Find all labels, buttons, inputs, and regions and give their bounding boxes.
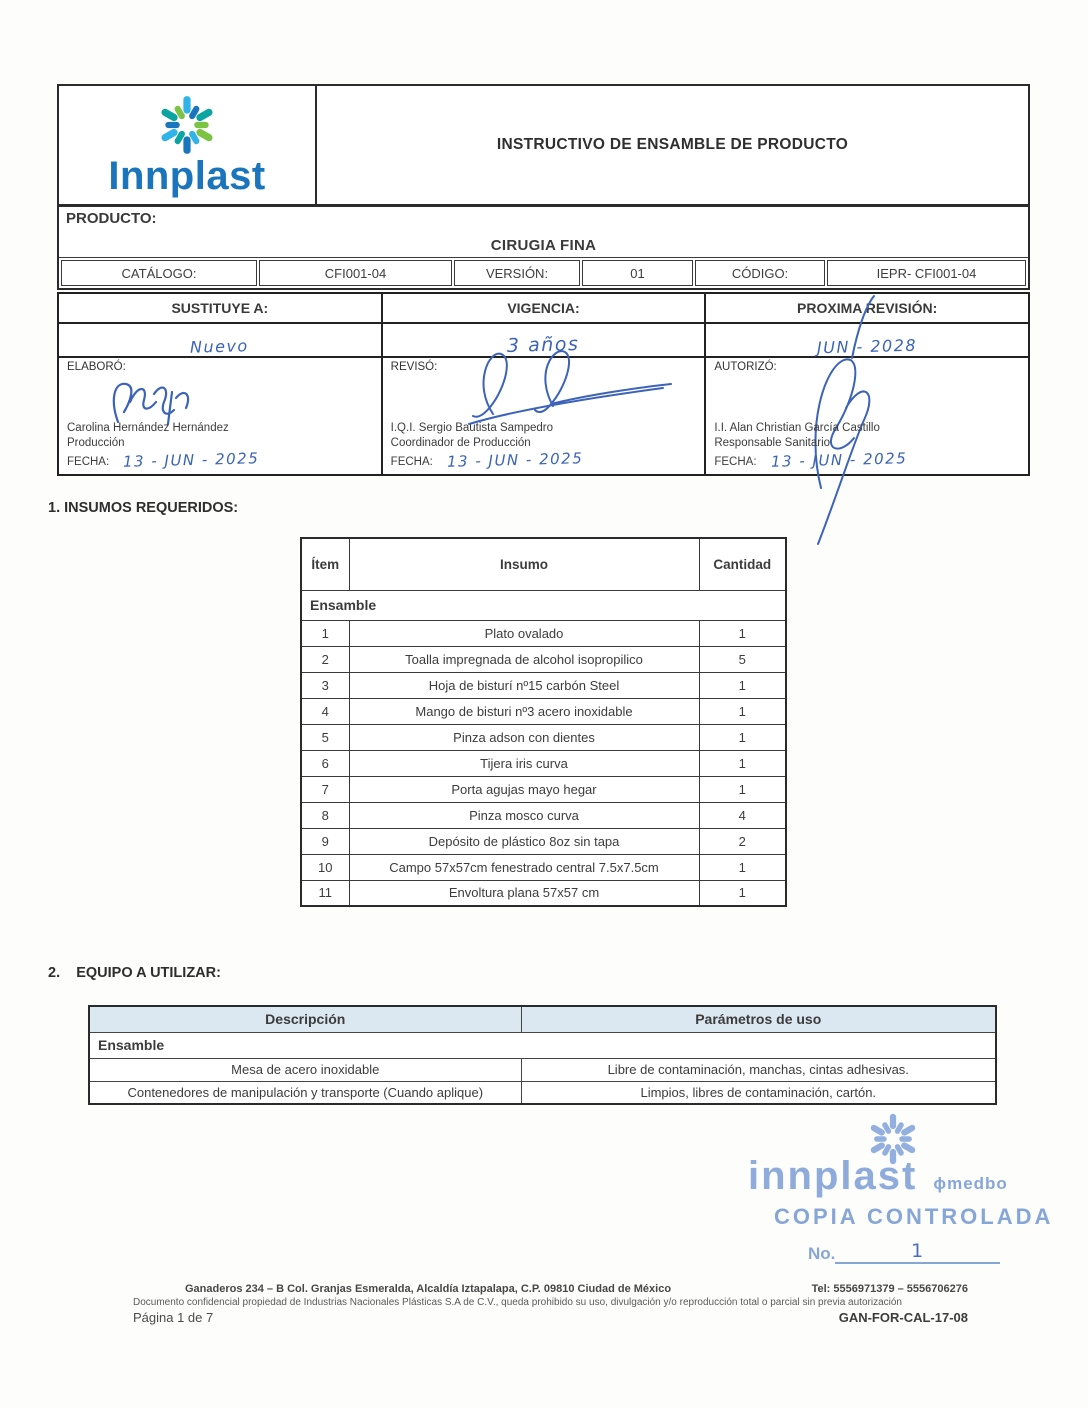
col-descripcion: Descripción <box>89 1006 521 1032</box>
sustituye-value-handwritten: Nuevo <box>190 336 250 357</box>
approval-table <box>57 292 1030 476</box>
cell-insumo: Mango de bisturi nº3 acero inoxidable <box>349 698 699 724</box>
footer-address-line <box>185 1283 968 1295</box>
cell-cantidad: 1 <box>699 880 786 906</box>
autorizo-info <box>714 421 1022 470</box>
code-label: CÓDIGO: <box>695 260 825 286</box>
elaboro-label: ELABORÓ: <box>67 361 126 373</box>
cell-item: 7 <box>301 776 349 802</box>
equipo-group-label: Ensamble <box>89 1032 996 1058</box>
document-code: GAN-FOR-CAL-17-08 <box>838 1310 968 1325</box>
cell-cantidad: 1 <box>699 724 786 750</box>
stamp-no-value-handwritten: 1 <box>911 1240 925 1262</box>
cell-cantidad: 4 <box>699 802 786 828</box>
elaboro-fecha-handwritten: 13 - JUN - 2025 <box>122 448 260 471</box>
vigencia-value-handwritten: 3 años <box>507 333 580 357</box>
cell-descripcion: Mesa de acero inoxidable <box>89 1058 521 1081</box>
reviso-name: I.Q.I. Sergio Bautista Sampedro <box>390 421 554 434</box>
equipo-group-row <box>89 1032 996 1058</box>
equipo-header-row <box>89 1006 996 1032</box>
code-value: IEPR- CFI001-04 <box>827 260 1026 286</box>
cell-item: 8 <box>301 802 349 828</box>
elaboro-title: Producción <box>67 436 125 449</box>
cell-insumo: Pinza adson con dientes <box>349 724 699 750</box>
table-row <box>301 828 786 854</box>
catalog-row <box>59 258 1028 288</box>
table-row <box>301 880 786 906</box>
footer-meta-line <box>133 1310 968 1325</box>
stamp-brand-wordmark: innplast <box>748 1154 918 1198</box>
cell-parametros: Limpios, libres de contaminación, cartón. <box>521 1081 996 1104</box>
document-title: INSTRUCTIVO DE ENSAMBLE DE PRODUCTO <box>496 136 849 153</box>
reviso-fecha-label: FECHA: <box>390 456 433 469</box>
table-row <box>301 854 786 880</box>
page-number: Página 1 de 7 <box>133 1310 214 1325</box>
autorizo-fecha-label: FECHA: <box>714 456 757 469</box>
cell-insumo: Campo 57x57cm fenestrado central 7.5x7.5cm <box>349 854 699 880</box>
cell-insumo: Porta agujas mayo hegar <box>349 776 699 802</box>
table-row <box>301 646 786 672</box>
innplast-snowflake-icon <box>156 94 218 156</box>
cell-item: 9 <box>301 828 349 854</box>
medbo-logo-icon: ϕ <box>933 1174 948 1193</box>
cell-insumo: Plato ovalado <box>349 620 699 646</box>
company-logo <box>59 86 317 204</box>
cell-item: 10 <box>301 854 349 880</box>
col-parametros: Parámetros de uso <box>521 1006 996 1032</box>
elaboro-cell <box>59 358 381 474</box>
cell-insumo: Tijera iris curva <box>349 750 699 776</box>
reviso-title: Coordinador de Producción <box>390 436 531 449</box>
col-item: Ítem <box>301 538 349 590</box>
cell-insumo: Depósito de plástico 8oz sin tapa <box>349 828 699 854</box>
cell-parametros: Libre de contaminación, manchas, cintas adhesivas. <box>521 1058 996 1081</box>
proxima-revision-value-handwritten: JUN - 2028 <box>816 335 918 358</box>
autorizo-fecha-handwritten: 13 - JUN - 2025 <box>770 448 908 471</box>
page-footer <box>0 1283 1088 1325</box>
col-insumo: Insumo <box>349 538 699 590</box>
cell-insumo: Hoja de bisturí nº15 carbón Steel <box>349 672 699 698</box>
document-title-cell <box>317 86 1028 204</box>
cell-insumo: Toalla impregnada de alcohol isopropilico <box>349 646 699 672</box>
table-row <box>301 724 786 750</box>
cell-insumo: Pinza mosco curva <box>349 802 699 828</box>
product-name: CIRUGIA FINA <box>490 237 597 254</box>
cell-item: 4 <box>301 698 349 724</box>
version-value: 01 <box>582 260 693 286</box>
insumos-group-row <box>301 590 786 620</box>
logo-wordmark: Innplast <box>108 154 266 198</box>
cell-item: 2 <box>301 646 349 672</box>
table-row <box>301 620 786 646</box>
section2-heading <box>48 965 221 981</box>
reviso-fecha-handwritten: 13 - JUN - 2025 <box>446 448 584 471</box>
cell-cantidad: 1 <box>699 776 786 802</box>
version-label: VERSIÓN: <box>454 260 580 286</box>
cell-cantidad: 1 <box>699 698 786 724</box>
cell-insumo: Envoltura plana 57x57 cm <box>349 880 699 906</box>
elaboro-fecha-label: FECHA: <box>67 456 110 469</box>
footer-address: Ganaderos 234 – B Col. Granjas Esmeralda, Alcaldía Iztapalapa, C.P. 09810 Ciudad de México <box>185 1283 672 1295</box>
insumos-table <box>300 537 787 907</box>
footer-tel: Tel: 5556971379 – 5556706276 <box>811 1283 968 1295</box>
section2-number: 2. <box>48 965 61 981</box>
table-row <box>89 1058 996 1081</box>
reviso-cell <box>381 358 705 474</box>
catalog-label: CATÁLOGO: <box>61 260 257 286</box>
cell-cantidad: 1 <box>699 620 786 646</box>
stamp-no-underline <box>835 1240 1000 1264</box>
reviso-info <box>391 421 699 470</box>
autorizo-label: AUTORIZÓ: <box>714 361 777 373</box>
table-row <box>301 698 786 724</box>
col-cantidad: Cantidad <box>699 538 786 590</box>
cell-cantidad: 1 <box>699 750 786 776</box>
cell-cantidad: 1 <box>699 854 786 880</box>
table-row <box>301 802 786 828</box>
cell-item: 3 <box>301 672 349 698</box>
sustituye-header: SUSTITUYE A: <box>171 300 269 316</box>
insumos-header-row <box>301 538 786 590</box>
section2-title: EQUIPO A UTILIZAR: <box>76 965 221 981</box>
cell-item: 1 <box>301 620 349 646</box>
header-table <box>57 84 1030 290</box>
insumos-group-label: Ensamble <box>301 590 786 620</box>
revision-header-row <box>59 294 1028 324</box>
cell-descripcion: Contenedores de manipulación y transporte (Cuando aplique) <box>89 1081 521 1104</box>
reviso-label: REVISÓ: <box>390 361 438 373</box>
product-label: PRODUCTO: <box>66 210 157 227</box>
cell-item: 11 <box>301 880 349 906</box>
table-row <box>89 1081 996 1104</box>
product-row <box>59 207 1028 258</box>
cell-cantidad: 2 <box>699 828 786 854</box>
section1-heading: 1. INSUMOS REQUERIDOS: <box>48 500 239 516</box>
cell-item: 5 <box>301 724 349 750</box>
header-logo-row <box>59 86 1028 207</box>
table-row <box>301 776 786 802</box>
stamp-number-line <box>808 1240 1000 1264</box>
catalog-value: CFI001-04 <box>259 260 452 286</box>
cell-cantidad: 5 <box>699 646 786 672</box>
cell-item: 6 <box>301 750 349 776</box>
elaboro-name: Carolina Hernández Hernández <box>67 421 229 434</box>
autorizo-title: Responsable Sanitario <box>714 436 831 449</box>
footer-confidential: Documento confidencial propiedad de Industrias Nacionales Plásticas S.A de C.V., queda prohibido su uso, divulgación y/o reproducción total o parcial sin previa autorización <box>133 1297 902 1308</box>
stamp-brand-line <box>748 1156 1068 1196</box>
copia-controlada-stamp <box>748 1112 1068 1272</box>
autorizo-name: I.I. Alan Christian García Castillo <box>714 421 880 434</box>
equipo-table <box>88 1005 997 1105</box>
cell-cantidad: 1 <box>699 672 786 698</box>
stamp-no-label: No. <box>808 1244 836 1263</box>
vigencia-header: VIGENCIA: <box>381 294 705 322</box>
autorizo-cell <box>704 358 1028 474</box>
revision-values-row <box>59 324 1028 358</box>
table-row <box>301 672 786 698</box>
elaboro-info <box>67 421 375 470</box>
stamp-title: COPIA CONTROLADA <box>774 1204 1054 1229</box>
signatures-row <box>59 358 1028 474</box>
table-row <box>301 750 786 776</box>
medbo-logo: ϕmedbo <box>933 1174 1008 1193</box>
proxima-revision-header: PROXIMA REVISIÓN: <box>704 294 1028 322</box>
